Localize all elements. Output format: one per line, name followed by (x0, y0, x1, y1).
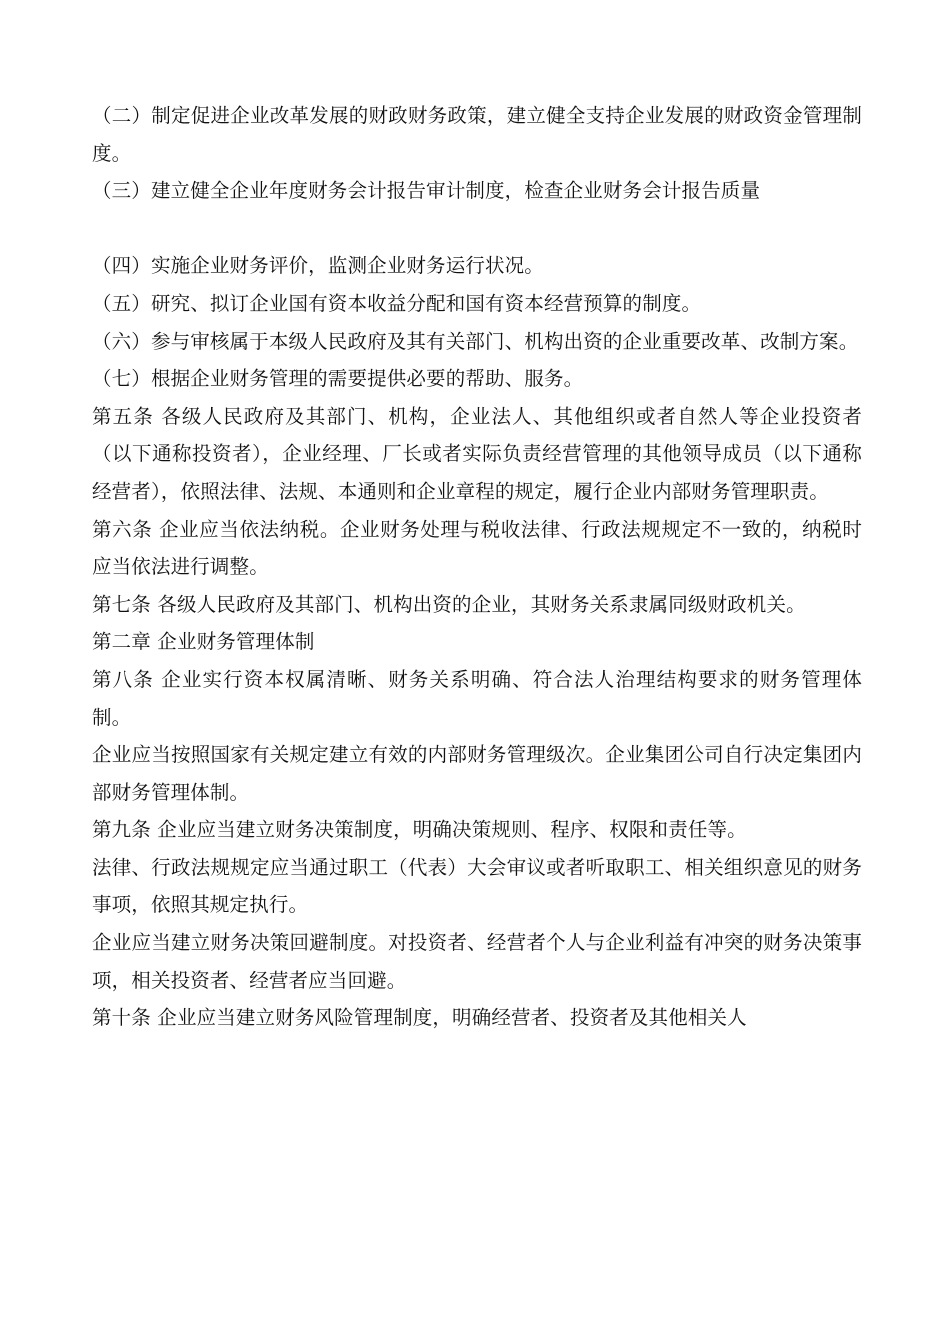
article-5: 第五条 各级人民政府及其部门、机构，企业法人、其他组织或者自然人等企业投资者（以下通称投资者），企业经理、厂长或者实际负责经营管理的其他领导成员（以下通称经营者），依照法律、法规、本通则和企业章程的规定，履行企业内部财务管理职责。 (92, 404, 862, 503)
article-9-paragraph-2: 法律、行政法规规定应当通过职工（代表）大会审议或者听取职工、相关组织意见的财务事项，依照其规定执行。 (92, 855, 862, 917)
document-body (92, 97, 862, 1037)
paragraph-item-4: （四）实施企业财务评价，监测企业财务运行状况。 (92, 254, 544, 278)
paragraph-item-5: （五）研究、拟订企业国有资本收益分配和国有资本经营预算的制度。 (92, 291, 702, 315)
blank-line (92, 210, 862, 248)
article-9: 第九条 企业应当建立财务决策制度，明确决策规则、程序、权限和责任等。 (92, 818, 747, 842)
paragraph-item-2: （二）制定促进企业改革发展的财政财务政策，建立健全支持企业发展的财政资金管理制度。 (92, 104, 862, 165)
chapter-2-heading: 第二章 企业财务管理体制 (92, 630, 315, 654)
article-10: 第十条 企业应当建立财务风险管理制度，明确经营者、投资者及其他相关人 (92, 1006, 747, 1030)
article-8: 第八条 企业实行资本权属清晰、财务关系明确、符合法人治理结构要求的财务管理体制。 (92, 667, 862, 729)
paragraph-item-7: （七）根据企业财务管理的需要提供必要的帮助、服务。 (92, 367, 584, 391)
article-9-paragraph-3: 企业应当建立财务决策回避制度。对投资者、经营者个人与企业利益有冲突的财务决策事项，相关投资者、经营者应当回避。 (92, 931, 862, 992)
article-8-paragraph-2: 企业应当按照国家有关规定建立有效的内部财务管理级次。企业集团公司自行决定集团内部财务管理体制。 (92, 743, 862, 804)
paragraph-item-3: （三）建立健全企业年度财务会计报告审计制度，检查企业财务会计报告质量 (92, 179, 761, 203)
article-6: 第六条 企业应当依法纳税。企业财务处理与税收法律、行政法规规定不一致的，纳税时应当依法进行调整。 (92, 517, 862, 579)
article-7: 第七条 各级人民政府及其部门、机构出资的企业，其财务关系隶属同级财政机关。 (92, 592, 806, 616)
paragraph-item-6: （六）参与审核属于本级人民政府及其有关部门、机构出资的企业重要改革、改制方案。 (92, 329, 859, 353)
